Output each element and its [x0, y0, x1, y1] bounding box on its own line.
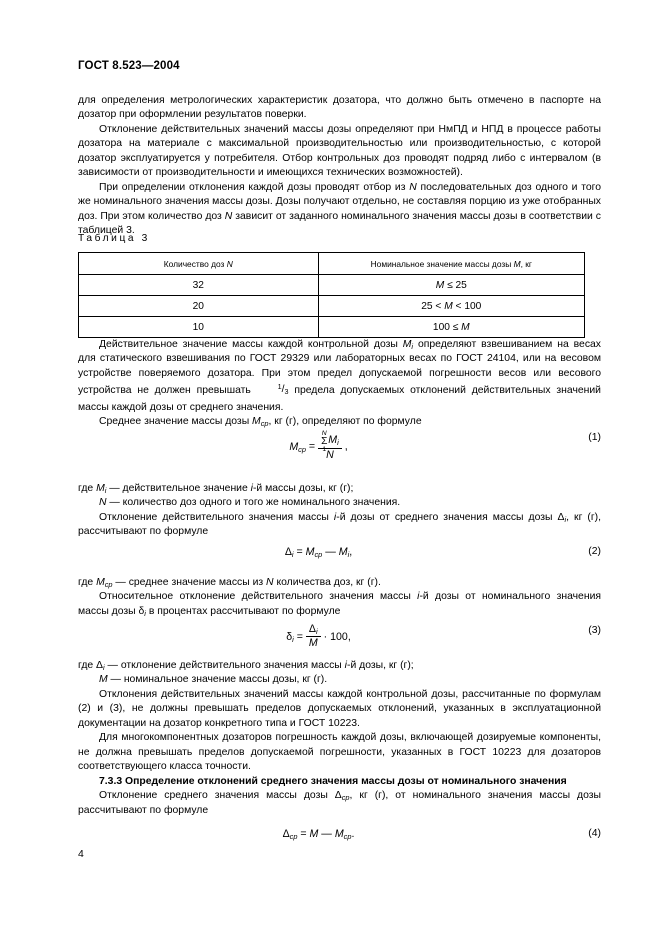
- paragraph-block-1: [78, 94, 601, 239]
- table-header-nominal-text: Номинальное значение массы дозы: [370, 258, 514, 269]
- where-clause-4-tail: -й дозы, кг (г);: [346, 660, 414, 671]
- paragraph-6-part-a: Отклонение действительного значения массы: [99, 511, 334, 523]
- table-row: [79, 275, 585, 296]
- summation-upper-limit: N: [321, 430, 327, 438]
- paragraph-1-line-2: дозатор при оформлении результатов поверки.: [78, 109, 307, 121]
- table-header-row: [79, 253, 585, 275]
- paragraph-3-part-c: зависит от заданного номинального значения массы дозы в соответствии с таблицей 3.: [78, 210, 601, 237]
- fraction-one-third: $^1$/3: [277, 382, 289, 397]
- formula-4-rhs-2: [334, 828, 355, 841]
- fraction-numerator: 1: [277, 382, 282, 392]
- table-cell-count: 10: [79, 317, 319, 338]
- where-label: где: [78, 483, 97, 494]
- formula-1-denominator: N: [326, 448, 334, 461]
- formula-1-equals: =: [305, 440, 319, 453]
- formula-1-fraction: [318, 431, 342, 461]
- variable-m-base: M: [402, 339, 412, 350]
- formula-4-rhs-2-base: M: [334, 828, 344, 840]
- formula-2-rhs-2-sub: i: [347, 549, 350, 559]
- formula-3-equals: =: [293, 630, 306, 643]
- where-clause-3-tail: количества доз, кг (г).: [273, 577, 381, 588]
- paragraph-8: Отклонения действительных значений массы каждой контрольной дозы, рассчитанные по формулам (2) и (3), не должны превышать пределов допускаемых отклонений, указанных в эксплуатационной документации на дозатор конкретного типа и ГОСТ 10223.: [78, 688, 601, 729]
- paragraph-2: Отклонение действительных значений массы дозы определяют при НмПД и НПД в процессе работы дозатора на материале с максимальной производительностью или производительностью, с которой дозатор эксплуатируется у потребителя. Отбор контрольных доз проводят подряд либо с интервалом (в зависимости от производительности и имеющихся технических возможностей).: [78, 123, 601, 179]
- table-row: [79, 296, 585, 317]
- paragraph-6-part-c: , кг (г), рассчитывают по формуле: [78, 511, 601, 538]
- where-clause-4-text: — отклонение действительного значения массы: [104, 660, 345, 671]
- paragraph-block-3: [78, 482, 601, 540]
- formula-3-num-sub: i: [316, 627, 318, 637]
- range-pre: 25 <: [421, 300, 445, 312]
- formula-3-lhs: [286, 631, 294, 643]
- table-header-nominal: [318, 253, 584, 275]
- paragraph-7: [78, 590, 601, 619]
- table-header-count: [79, 253, 319, 275]
- delta-avg: [342, 790, 350, 801]
- formula-3-lhs-base: δ: [286, 630, 293, 643]
- where-clause-1-tail: -й массы дозы, кг (г);: [252, 483, 354, 494]
- formula-4-equals: =: [297, 828, 310, 840]
- variable-m-avg-where: [96, 577, 112, 588]
- formula-3-operator: ·: [320, 630, 331, 643]
- summation-lower-limit: 1: [322, 446, 327, 454]
- formula-1-number: (1): [588, 432, 601, 443]
- where-clause-3: [78, 576, 601, 590]
- paragraph-5: [78, 415, 601, 429]
- formula-4-operator: —: [318, 828, 335, 840]
- formula-1-num-var: [328, 434, 338, 446]
- table-cell-range: [318, 275, 584, 296]
- variable-m-sub: i: [411, 341, 414, 351]
- formula-4-lhs-base: Δ: [282, 828, 290, 840]
- variable-i-p7: i: [417, 591, 420, 603]
- formula-2-operator: —: [322, 546, 339, 558]
- paragraph-4: [78, 338, 601, 415]
- delta-i-where-sub: i: [103, 662, 105, 672]
- table-cell-count: 32: [79, 275, 319, 296]
- paragraph-7-part-c: в процентах рассчитывают по формуле: [145, 605, 341, 617]
- formula-3-lhs-sub: i: [292, 634, 294, 644]
- formula-3-number: (3): [588, 625, 601, 636]
- formula-3-denominator: M: [308, 636, 318, 649]
- formula-2-rhs-1-base: M: [305, 546, 315, 558]
- paragraph-7-part-a: Относительное отклонение действительного значения массы: [99, 591, 418, 603]
- where-clause-1-text: — действительное значение: [106, 483, 251, 494]
- table-cell-range: [318, 296, 584, 317]
- delta-i-sub-text: i: [564, 514, 567, 524]
- paragraph-block-5: [78, 659, 601, 818]
- formula-4-rhs-2-sub: ср: [343, 831, 352, 841]
- variable-n: N: [409, 181, 417, 193]
- heading-7-3-3: 7.3.3 Определение отклонений среднего значения массы дозы от номинального значения: [99, 775, 567, 787]
- formula-4-lhs: [283, 828, 298, 840]
- variable-m-avg-where-sub: ср: [104, 579, 113, 589]
- paragraph-6-part-b: -й дозы от среднего значения массы дозы Δ: [336, 511, 565, 523]
- variable-m-avg: [252, 416, 268, 427]
- formula-1-lhs: [289, 441, 306, 453]
- where-clause-2: [78, 496, 601, 510]
- table-cell-range: [318, 317, 584, 338]
- formula-3-numerator: [306, 624, 321, 635]
- formula-4-rhs-1: M: [309, 828, 319, 840]
- paragraph-4-part-c: предела допускаемых отклонений действительных значений массы каждой дозы от среднего значения.: [78, 385, 601, 413]
- table-header-count-var: N: [226, 258, 233, 269]
- formula-1-lhs-base: M: [289, 440, 299, 453]
- paragraph-5-part-a: Среднее значение массы дозы: [99, 416, 253, 428]
- formula-2-rhs-2-base: M: [338, 546, 348, 558]
- where-clause-4: [78, 659, 601, 673]
- formula-4-number: (4): [588, 828, 601, 839]
- variable-n-where-2: N: [266, 577, 274, 588]
- where-label-2: где: [78, 577, 97, 588]
- table-cell-count: 20: [79, 296, 319, 317]
- variable-i-p6: i: [333, 511, 337, 523]
- table-row: [79, 317, 585, 338]
- paragraph-1: [78, 94, 601, 123]
- paragraph-1-line-1: для определения метрологических характеристик дозатора, что должно быть отмечено в паспорте на: [78, 95, 601, 106]
- variable-n-2: N: [224, 210, 233, 222]
- table-caption: Таблица 3: [78, 233, 150, 244]
- paragraph-9: Для многокомпонентных дозаторов погрешность каждой дозы, включающей дозируемые компоненты, не должна превышать пределов допускаемой погрешности, указанных в ГОСТ 10223 для дозаторов соответствующего класса точности.: [78, 732, 601, 773]
- paragraph-10-part-a: Отклонение среднего значения массы дозы Δ: [99, 790, 342, 802]
- variable-m-i-sub: i: [104, 485, 107, 495]
- formula-4-lhs-sub: ср: [289, 831, 298, 841]
- formula-3-rhs: 100: [330, 630, 348, 643]
- paragraph-4-part-b: определяют взвешиванием на весах для статического взвешивания по ГОСТ 29329 или лабораторных весах по ГОСТ 24104, или на весовом устройстве поверяемого дозатора. При этом предел допускаемой погрешности весов или весового устройства не должен превышать: [78, 339, 601, 397]
- paragraph-3-part-a: При определении отклонения каждой дозы проводят отбор из: [99, 181, 410, 193]
- range-var: M: [435, 279, 445, 291]
- paragraph-6: [78, 511, 601, 540]
- formula-2-lhs-base: Δ: [284, 546, 292, 558]
- formula-3-tail: ,: [347, 630, 351, 643]
- table-3: [78, 252, 585, 338]
- paragraph-3-part-b: последовательных доз одного и того же номинального значения массы дозы. Дозы получают отдельно, не составляя порцию из уже отобранных доз. При этом количество доз: [78, 181, 602, 222]
- variable-m-i: [96, 483, 106, 494]
- variable-m-where: M: [99, 674, 108, 686]
- formula-1-lhs-sub: ср: [298, 444, 306, 454]
- variable-m-i-base: M: [96, 483, 105, 494]
- formula-2-rhs-1: [306, 546, 323, 558]
- formula-1-tail: ,: [341, 440, 348, 453]
- variable-n-where: N: [99, 497, 107, 509]
- table-header-nominal-var: M: [513, 258, 521, 269]
- formula-2-rhs-1-sub: ср: [314, 549, 323, 559]
- formula-2-number: (2): [588, 546, 601, 557]
- table-header-nominal-unit: , кг: [520, 258, 532, 269]
- where-clause-5-text: — номинальное значение массы дозы, кг (г).: [107, 674, 328, 686]
- formula-1-num-var-base: M: [328, 433, 338, 446]
- variable-i: i: [250, 483, 253, 494]
- formula-4: [78, 828, 559, 840]
- formula-2-lhs: [285, 546, 294, 558]
- where-label-3: где Δ: [78, 660, 103, 671]
- variable-i-where: i: [344, 660, 347, 671]
- where-clause-5: [78, 673, 601, 687]
- where-clause-3-text: — среднее значение массы из: [112, 577, 267, 588]
- table-header-count-text: Количество доз: [163, 258, 227, 269]
- paragraph-10: [78, 789, 601, 818]
- range-post: < 100: [452, 300, 482, 312]
- formula-3: [78, 625, 559, 649]
- paragraph-4-part-a: Действительное значение массы каждой контрольной дозы: [99, 339, 403, 350]
- paragraph-3: [78, 181, 601, 239]
- paragraph-7-part-b: -й дозы от номинального значения массы дозы δ: [78, 591, 601, 617]
- formula-2: [78, 546, 559, 558]
- formula-3-num-base: Δ: [308, 623, 316, 636]
- range-var: M: [461, 321, 470, 333]
- summation-symbol: [321, 430, 328, 454]
- variable-m-avg-where-base: M: [96, 577, 105, 588]
- variable-m: [403, 339, 413, 350]
- paragraph-block-2: [78, 338, 601, 430]
- formula-4-tail: .: [351, 828, 355, 840]
- formula-2-lhs-sub: i: [291, 549, 294, 559]
- page-number: 4: [78, 849, 84, 860]
- delta-avg-sub: ср: [341, 792, 350, 802]
- document-header: ГОСТ 8.523—2004: [78, 60, 180, 72]
- formula-1-numerator: [318, 430, 342, 454]
- formula-2-tail: ,: [349, 546, 353, 558]
- range-var: M: [444, 300, 453, 312]
- fraction-denominator: 3: [284, 387, 289, 397]
- formula-1-num-var-sub: i: [337, 437, 339, 447]
- range-post: ≤ 25: [444, 279, 467, 291]
- where-clause-1: [78, 482, 601, 496]
- formula-3-fraction: [306, 624, 321, 648]
- formula-2-equals: =: [293, 546, 306, 558]
- where-clause-2-text: — количество доз одного и того же номинального значения.: [106, 497, 401, 509]
- paragraph-block-4: [78, 576, 601, 619]
- formula-1: [78, 432, 559, 462]
- paragraph-5-part-b: , кг (г), определяют по формуле: [268, 416, 422, 428]
- range-pre: 100 ≤: [432, 321, 462, 333]
- sigma-glyph: Σ: [321, 436, 328, 448]
- variable-m-avg-sub: ср: [260, 418, 269, 428]
- variable-m-avg-base: M: [252, 416, 261, 428]
- delta-i-sub-p7-text: i: [144, 608, 146, 618]
- formula-2-rhs-2: [339, 546, 349, 558]
- paragraph-10-part-b: , кг (г), от номинального значения массы дозы рассчитывают по формуле: [78, 790, 601, 816]
